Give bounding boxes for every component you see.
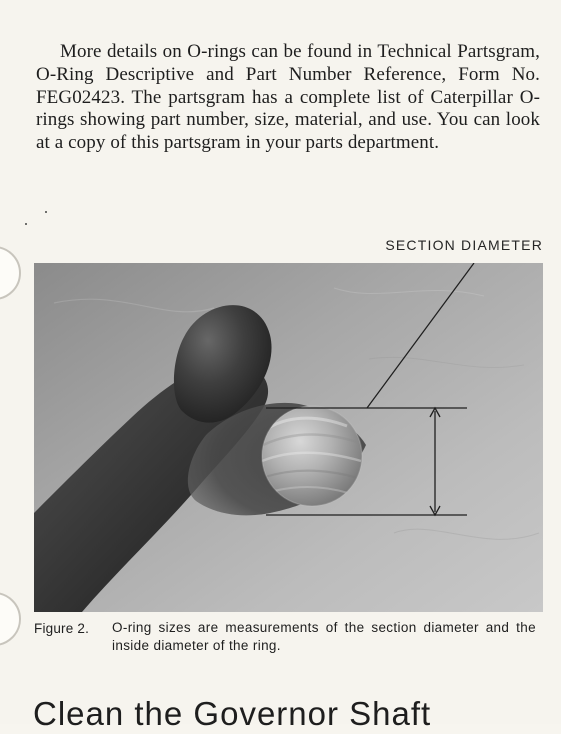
binder-hole <box>0 592 21 646</box>
next-section-heading: Clean the Governor Shaft <box>33 695 432 732</box>
margin-mark <box>45 211 47 213</box>
figure-caption <box>34 619 538 655</box>
binder-hole <box>0 246 21 300</box>
caption-label: Figure 2. <box>34 621 90 636</box>
section-diameter-callout: SECTION DIAMETER <box>385 237 543 253</box>
o-ring-photo <box>34 263 543 612</box>
body-paragraph: More details on O-rings can be found in Technical Partsgram, O-Ring Descriptive and Part Number Reference, Form No. FEG02423. The partsgram has a complete list of Caterpillar O-rings showing part number, size, material, and use. You can look at a copy of this partsgram in your parts department. <box>36 41 540 154</box>
caption-text: O-ring sizes are measurements of the section diameter and the inside diameter of the ring. <box>112 620 536 653</box>
margin-mark <box>25 223 27 225</box>
